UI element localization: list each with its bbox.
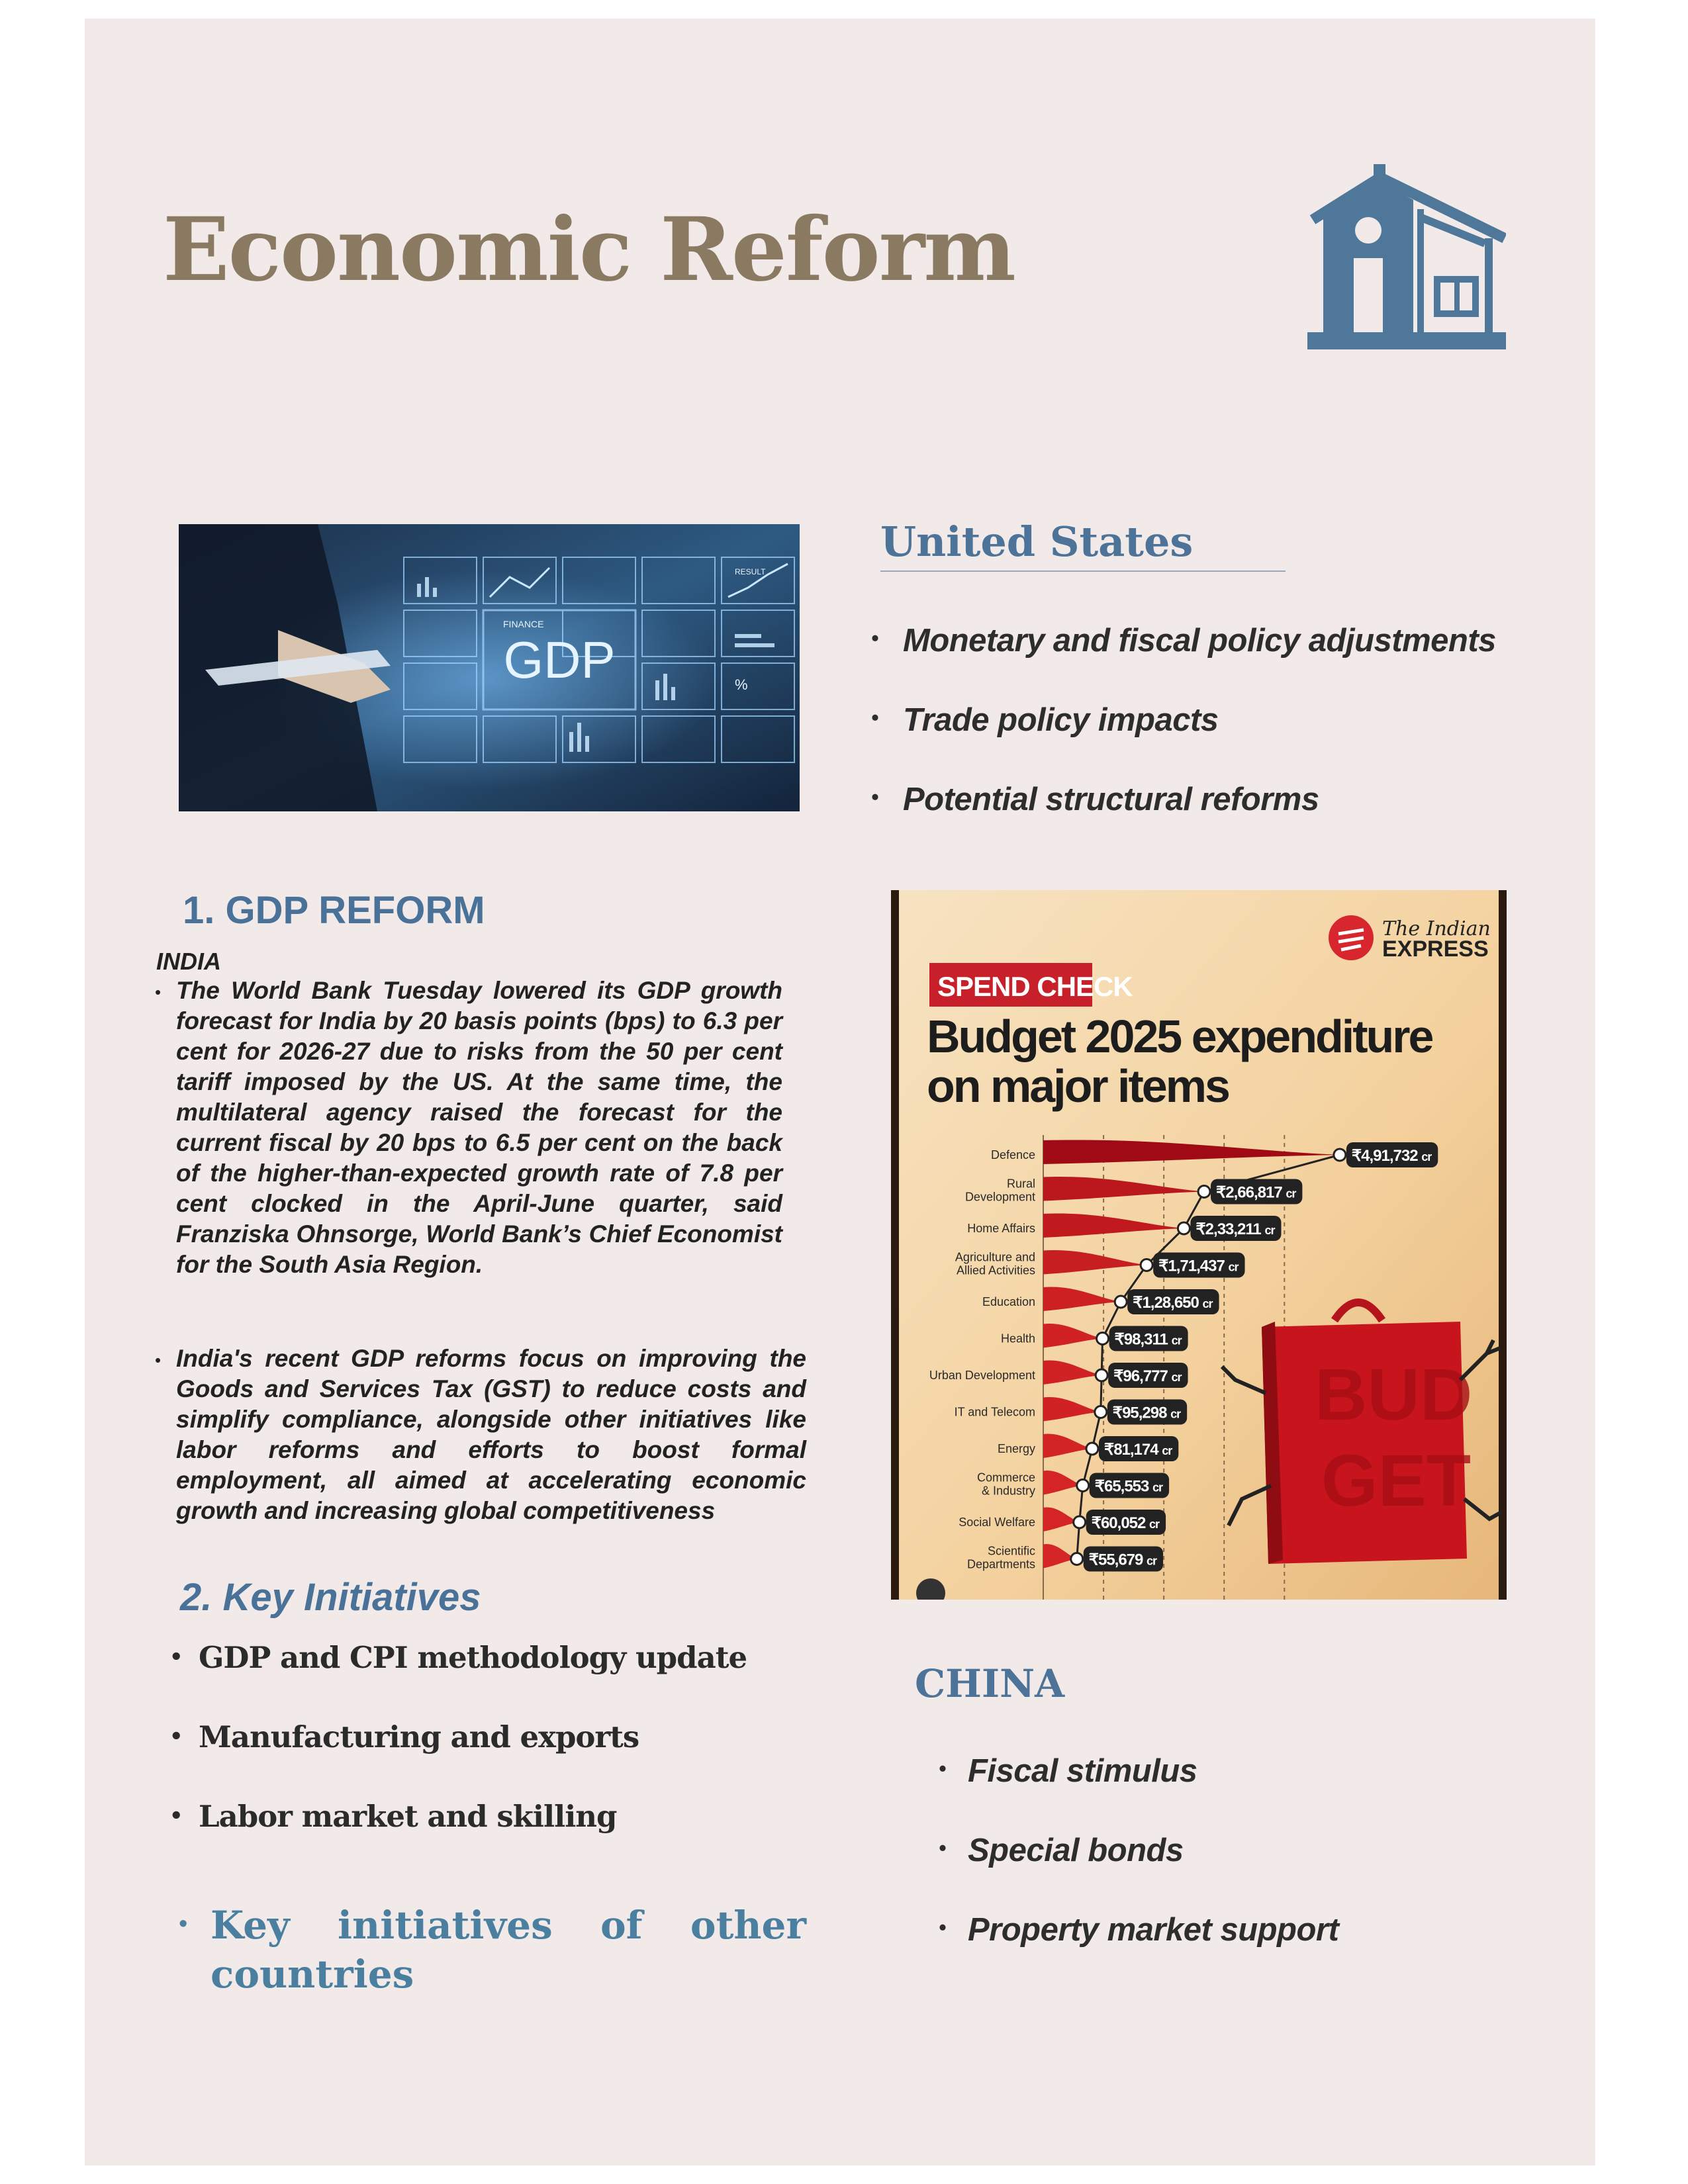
bullet-icon: • — [169, 1803, 183, 1828]
photo-finance-label: FINANCE — [503, 619, 544, 629]
category-label: Home Affairs — [967, 1222, 1035, 1235]
unit-label: cr — [1421, 1150, 1432, 1163]
bullet-icon: • — [871, 705, 879, 729]
bullet-icon: • — [939, 1756, 947, 1780]
us-item: • Monetary and fiscal policy adjustments — [871, 623, 1496, 659]
china-heading: CHINA — [915, 1661, 1065, 1706]
category-label: Education — [982, 1295, 1035, 1308]
unit-label: cr — [1170, 1407, 1181, 1421]
data-label: ₹96,777 cr — [1113, 1367, 1182, 1385]
bullet-icon: • — [939, 1915, 947, 1939]
category-label: Urban Development — [929, 1369, 1035, 1382]
gst-paragraph: India's recent GDP reforms focus on improving the Goods and Services Tax (GST) to reduce costs and simplify compliance, alongside other initiatives like labor reforms and efforts to boost formal employment, all aimed at accelerating economic growth and increasing global competitiveness — [176, 1345, 806, 1524]
china-item: • Special bonds — [939, 1833, 1184, 1868]
page-title: Economic Reform — [163, 199, 1015, 301]
data-label: ₹1,71,437 cr — [1158, 1257, 1239, 1275]
category-label: Social Welfare — [959, 1516, 1035, 1529]
bullet-icon: • — [871, 785, 879, 809]
data-label: ₹60,052 cr — [1091, 1514, 1160, 1532]
spend-check-label: SPEND CHECK — [937, 971, 1133, 1002]
us-item: • Potential structural reforms — [871, 782, 1319, 817]
bullet-icon: • — [155, 1350, 162, 1370]
key-initiatives-list — [169, 1640, 831, 1878]
category-label-line2: & Industry — [981, 1484, 1035, 1498]
category-label: IT and Telecom — [954, 1405, 1035, 1419]
photo-result-label: RESULT — [735, 567, 766, 576]
gdp-photo — [179, 524, 800, 811]
bullet-icon: • — [871, 626, 879, 650]
photo-gdp-label: GDP — [503, 631, 616, 689]
category-label-line2: Development — [964, 1190, 1035, 1204]
brand-the-indian: The Indian — [1382, 917, 1491, 940]
category-label: Agriculture and — [955, 1250, 1035, 1264]
data-label: ₹2,33,211 cr — [1196, 1220, 1275, 1238]
initiative-item: • GDP and CPI methodology update — [169, 1640, 747, 1675]
unit-label: cr — [1171, 1334, 1182, 1347]
us-item: • Trade policy impacts — [871, 702, 1219, 738]
china-list — [939, 1752, 1534, 1991]
data-label: ₹2,66,817 cr — [1216, 1183, 1296, 1202]
brand-express: EXPRESS — [1382, 936, 1489, 962]
bar-end-marker — [1198, 1186, 1210, 1198]
category-label-line2: Allied Activities — [956, 1263, 1035, 1277]
unit-label: cr — [1152, 1480, 1163, 1494]
bar-end-marker — [1334, 1149, 1346, 1161]
unit-label: cr — [1171, 1371, 1182, 1384]
unit-label: cr — [1149, 1518, 1160, 1531]
us-heading-rule — [880, 570, 1286, 572]
unit-label: cr — [1228, 1260, 1239, 1274]
bar-end-marker — [1095, 1406, 1107, 1418]
bar-end-marker — [1178, 1222, 1190, 1234]
bar-end-marker — [1074, 1516, 1086, 1528]
bar-end-marker — [1086, 1443, 1098, 1455]
initiative-item: • Manufacturing and exports — [169, 1719, 639, 1754]
bar-end-marker — [1115, 1296, 1127, 1308]
budget-title-line1: Budget 2025 expenditure — [927, 1011, 1432, 1062]
unit-label: cr — [1202, 1297, 1213, 1310]
bar-end-marker — [1071, 1553, 1083, 1565]
svg-text:BUD: BUD — [1315, 1354, 1473, 1435]
bar-end-marker — [1141, 1259, 1152, 1271]
us-list — [871, 622, 1533, 860]
bullet-icon: • — [169, 1644, 183, 1669]
bar-end-marker — [1096, 1369, 1107, 1381]
data-label: ₹81,174 cr — [1103, 1441, 1172, 1459]
data-label: ₹98,311 cr — [1114, 1330, 1182, 1349]
bar-end-marker — [1097, 1333, 1109, 1345]
data-label: ₹1,28,650 cr — [1133, 1294, 1213, 1312]
us-heading: United States — [880, 518, 1194, 566]
key-initiatives-heading: 2. Key Initiatives — [180, 1576, 481, 1619]
budget-infographic — [891, 890, 1507, 1600]
category-label: Scientific — [987, 1544, 1035, 1558]
photo-percent-label: % — [735, 676, 748, 693]
china-item: • Property market support — [939, 1912, 1339, 1948]
category-label: Commerce — [976, 1471, 1035, 1484]
data-label: ₹4,91,732 cr — [1351, 1147, 1432, 1165]
category-label: Energy — [997, 1442, 1035, 1455]
category-label: Defence — [990, 1148, 1035, 1161]
category-label: Rural — [1006, 1177, 1035, 1191]
initiative-item: • Labor market and skilling — [169, 1799, 617, 1834]
bar-end-marker — [1077, 1480, 1089, 1492]
world-bank-paragraph: The World Bank Tuesday lowered its GDP growth forecast for India by 20 basis points (bps) to 6.3 per cent for 2026-27 due to risks from the 50 per cent tariff imposed by the US. At the same time, the multilateral agency raised the forecast for the current fiscal by 20 bps to 6.5 per cent on the back of the higher-than-expected growth rate of 7.8 per cent clocked in the April-June quarter, said Franziska Ohnsorge, World Bank’s Chief Economist for the South Asia Region. — [176, 977, 782, 1278]
svg-text:GET: GET — [1321, 1440, 1472, 1522]
house-icon — [1307, 159, 1506, 357]
unit-label: cr — [1147, 1554, 1157, 1568]
other-countries-heading: Key initiatives of other countries — [211, 1903, 806, 1997]
india-label: INDIA — [156, 948, 221, 975]
indian-express-logo — [1329, 915, 1374, 960]
china-item: • Fiscal stimulus — [939, 1753, 1197, 1789]
data-label: ₹95,298 cr — [1112, 1404, 1181, 1422]
bullet-icon: • — [155, 982, 162, 1002]
category-label-line2: Departments — [966, 1557, 1035, 1571]
data-label: ₹65,553 cr — [1094, 1477, 1163, 1496]
data-label: ₹55,679 cr — [1088, 1551, 1157, 1569]
gdp-reform-heading: 1. GDP REFORM — [183, 889, 485, 932]
bullet-icon: • — [939, 1836, 947, 1860]
unit-label: cr — [1286, 1187, 1296, 1201]
category-label: Health — [1000, 1332, 1035, 1345]
unit-label: cr — [1162, 1444, 1172, 1457]
bullet-icon: • — [169, 1723, 183, 1749]
bullet-icon: • — [179, 1910, 188, 1938]
budget-title-line2: on major items — [927, 1060, 1229, 1112]
unit-label: cr — [1264, 1224, 1275, 1237]
